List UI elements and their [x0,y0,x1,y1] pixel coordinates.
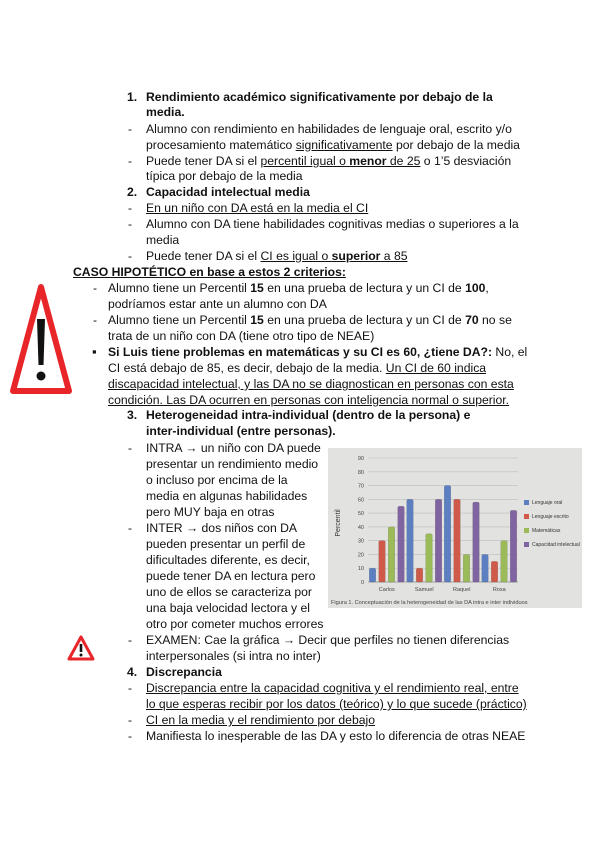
chart-xtick-label: Rosa [492,587,506,593]
chart-bar [454,499,461,582]
chart-bar [416,568,423,582]
bullet-dash: - [128,217,133,231]
list-item: Si Luis tiene problemas en matemáticas y su CI es 60, ¿tiene DA?: No, el [108,345,528,359]
inter-line: puede tener DA en lectura pero [146,569,316,583]
chart-bar [482,554,489,582]
case-heading: CASO HIPOTÉTICO en base a estos 2 criterios: [73,265,346,279]
chart-ytick-label: 60 [357,497,364,504]
section-title: Rendimiento académico significativamente por debajo de la [146,90,493,104]
chart-bar [473,502,480,582]
chart-ylabel: Percentil [335,509,342,537]
chart-bar [379,541,386,582]
section-number: 2. [127,185,138,199]
list-item-cont: típica por debajo de la media [146,169,303,183]
chart-ytick-label: 0 [360,580,364,586]
list-item: Alumno tiene un Percentil 15 en una prueba de lectura y un CI de 70 no se [108,313,512,327]
section-title-cont: media. [146,105,185,119]
list-item: En un niño con DA está en la media el CI [146,201,369,215]
chart-legend-label: Lenguaje oral [532,500,563,506]
exam-note: EXAMEN: Cae la gráfica → Decir que perfiles no tienen diferencias [146,633,510,647]
chart-legend-swatch [524,514,529,519]
list-item-cont: discapacidad intelectual, y las DA no se diagnostican en personas con esta [108,377,514,391]
chart-xtick-label: Samuel [414,587,434,593]
chart-ytick-label: 80 [357,469,364,476]
section-number: 3. [127,408,138,422]
list-item-cont: media [146,233,180,247]
inter-line: uno de ellos se caracteriza por [146,585,312,599]
list-item-cont: lo que esperas recibir por los datos (teórico) y lo que sucede (práctico) [146,697,527,711]
list-item: Alumno tiene un Percentil 15 en una prueba de lectura y un CI de 100, [108,281,489,295]
bullet-dash: - [128,713,133,727]
chart-bar [510,510,517,582]
chart-xtick-label: Raquel [453,587,471,593]
list-item: Puede tener DA si el percentil igual o menor de 25 o 1’5 desviación [146,154,512,168]
chart-bar [407,499,414,582]
chart-legend-label: Matemáticas [532,528,561,534]
inter-line: pueden presentar un perfil de [146,537,306,551]
chart-xtick-label: Carlos [378,587,395,593]
bullet-square: ▪ [92,344,97,359]
chart-bar [398,506,405,582]
section-title-cont: inter-individual (entre personas). [146,424,336,438]
list-item: Alumno con DA tiene habilidades cognitivas medias o superiores a la [146,217,519,231]
bullet-dash: - [128,633,133,647]
section-title: Discrepancia [146,665,222,679]
chart-bar [501,541,508,582]
chart-ytick-label: 20 [357,552,364,559]
chart-bar [426,534,433,582]
bar-chart [328,448,582,608]
chart-ytick-label: 10 [357,566,364,573]
bullet-dash: - [128,154,133,168]
intra-line: pero MUY baja en otras [146,505,275,519]
inter-line: una baja velocidad lectora y el [146,601,310,615]
warning-icon [10,283,72,395]
list-item: Discrepancia entre la capacidad cognitiva y el rendimiento real, entre [146,681,519,695]
list-item-cont: podríamos estar ante un alumno con DA [108,297,327,311]
list-item-cont: procesamiento matemático significativamente por debajo de la media [146,138,520,152]
intra-line: presentar un rendimiento medio [146,457,319,471]
chart-ytick-label: 40 [357,524,364,531]
chart-ytick-label: 90 [357,456,364,462]
bullet-dash: - [128,249,133,263]
section-number: 1. [127,90,138,104]
inter-line: otro por cometer muchos errores [146,617,324,631]
bullet-dash: - [128,521,133,535]
intra-line: media en algunas habilidades [146,489,308,503]
chart-caption: Figura 1. Conceptuación de la heterogeneidad de las DA intra e inter individuos [331,600,528,606]
list-item-cont: condición. Las DA ocurren en personas con inteligencia normal o superior. [108,393,510,407]
chart-legend-swatch [524,542,529,547]
chart-legend-swatch [524,528,529,533]
bullet-dash: - [128,122,133,136]
list-item: Alumno con rendimiento en habilidades de lenguaje oral, escrito y/o [146,122,512,136]
bullet-dash: - [128,441,133,455]
chart-ytick-label: 50 [357,511,364,518]
intra-line: INTRA → un niño con DA puede [146,441,321,455]
section-title: Capacidad intelectual media [146,185,310,199]
chart-legend-swatch [524,500,529,505]
chart-bar [491,561,498,582]
bullet-dash: - [93,313,98,327]
chart-bar [388,527,395,582]
chart-legend-label: Lenguaje escrito [532,514,569,520]
list-item: CI en la media y el rendimiento por debajo [146,713,375,727]
bullet-dash: - [128,729,133,743]
section-title: Heterogeneidad intra-individual (dentro de la persona) e [146,408,471,422]
chart-bar [369,568,376,582]
list-item: Manifiesta lo inesperable de las DA y esto lo diferencia de otras NEAE [146,729,526,743]
inter-line: INTER → dos niños con DA [146,521,298,535]
warning-icon [66,634,96,662]
list-item-cont: trata de un niño con DA (tiene otro tipo de NEAE) [108,329,375,343]
inter-line: dificultades diferente, es decir, [146,553,310,567]
section-number: 4. [127,665,138,679]
list-item: Puede tener DA si el CI es igual o superior a 85 [146,249,408,263]
intra-line: o incluso por encima de la [146,473,288,487]
list-item-cont: CI está debajo de 85, es decir, debajo de la media. Un CI de 60 indica [108,361,487,375]
bullet-dash: - [128,681,133,695]
chart-bar [463,554,470,582]
exam-note-cont: interpersonales (si intra no inter) [146,649,321,663]
chart-ytick-label: 30 [357,538,364,545]
chart-legend-label: Capacidad intelectual [532,542,580,548]
chart-ytick-label: 70 [357,483,364,490]
bullet-dash: - [93,281,98,295]
chart-bar [444,486,451,582]
bullet-dash: - [128,201,133,215]
chart-bar [435,499,442,582]
